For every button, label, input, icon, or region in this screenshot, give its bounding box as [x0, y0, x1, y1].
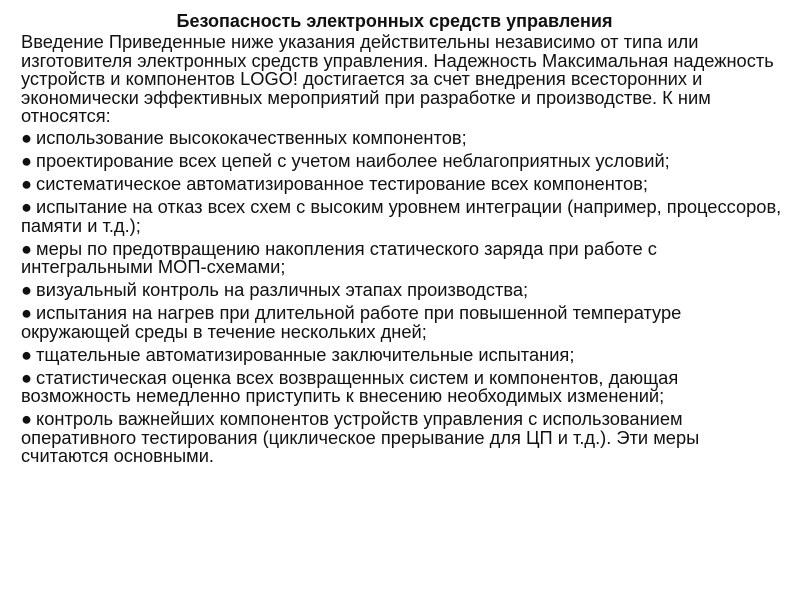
- list-item: [21, 304, 786, 341]
- list-item-text: проектирование всех цепей с учетом наиболее неблагоприятных условий;: [36, 149, 670, 171]
- page-title: Безопасность электронных средств управления: [176, 11, 613, 31]
- list-item: [21, 366, 786, 407]
- list-item-text: испытания на нагрев при длительной работе при повышенной температуре окружающей среды в течение нескольких дней;: [21, 302, 682, 342]
- list-item-text: испытание на отказ всех схем с высоким уровнем интеграции (например, процессоров, памяти и т.д.);: [21, 195, 782, 236]
- list-item: [21, 343, 786, 365]
- bullet-icon: ●: [21, 279, 33, 301]
- bullet-icon: ●: [21, 408, 33, 430]
- list-item: [21, 149, 786, 171]
- list-item: [21, 237, 786, 278]
- bullet-icon: ●: [21, 366, 33, 388]
- bullet-icon: ●: [21, 149, 33, 171]
- intro-paragraph: Введение Приведенные ниже указания действительны независимо от типа или изготовителя электронных средств управления. Надежность Максимальная надежность устройств и компонентов LOGO! достигается за счет внедрения всесторонних и экономически эффективных мероприятий при разработке и производстве. К ним относятся:: [21, 31, 774, 127]
- list-item-text: меры по предотвращению накопления статического заряда при работе с интегральными МОП-схемами;: [21, 237, 657, 278]
- list-item-text: систематическое автоматизированное тестирование всех компонентов;: [36, 172, 648, 194]
- bullet-icon: ●: [21, 343, 33, 365]
- list-item: [21, 410, 786, 466]
- list-item-text: тщательные автоматизированные заключительные испытания;: [36, 343, 575, 365]
- list-item-text: использование высококачественных компонентов;: [36, 126, 467, 148]
- bullet-icon: ●: [21, 126, 33, 148]
- list-item-text: визуальный контроль на различных этапах производства;: [36, 279, 529, 301]
- list-item: [21, 195, 786, 236]
- bullet-icon: ●: [21, 195, 33, 217]
- bullet-list: [21, 126, 786, 467]
- list-item: [21, 281, 786, 300]
- list-item: [21, 172, 786, 194]
- list-item-text: статистическая оценка всех возвращенных систем и компонентов, дающая возможность немедленно приступить к внесению необходимых изменений;: [21, 366, 679, 407]
- list-item-text: контроль важнейших компонентов устройств управления с использованием оперативного тестирования (циклическое прерывание для ЦП и т.д.). Эти меры считаются основными.: [21, 408, 700, 467]
- list-item: [21, 126, 786, 148]
- bullet-icon: ●: [21, 302, 33, 324]
- bullet-icon: ●: [21, 172, 33, 194]
- bullet-icon: ●: [21, 237, 33, 259]
